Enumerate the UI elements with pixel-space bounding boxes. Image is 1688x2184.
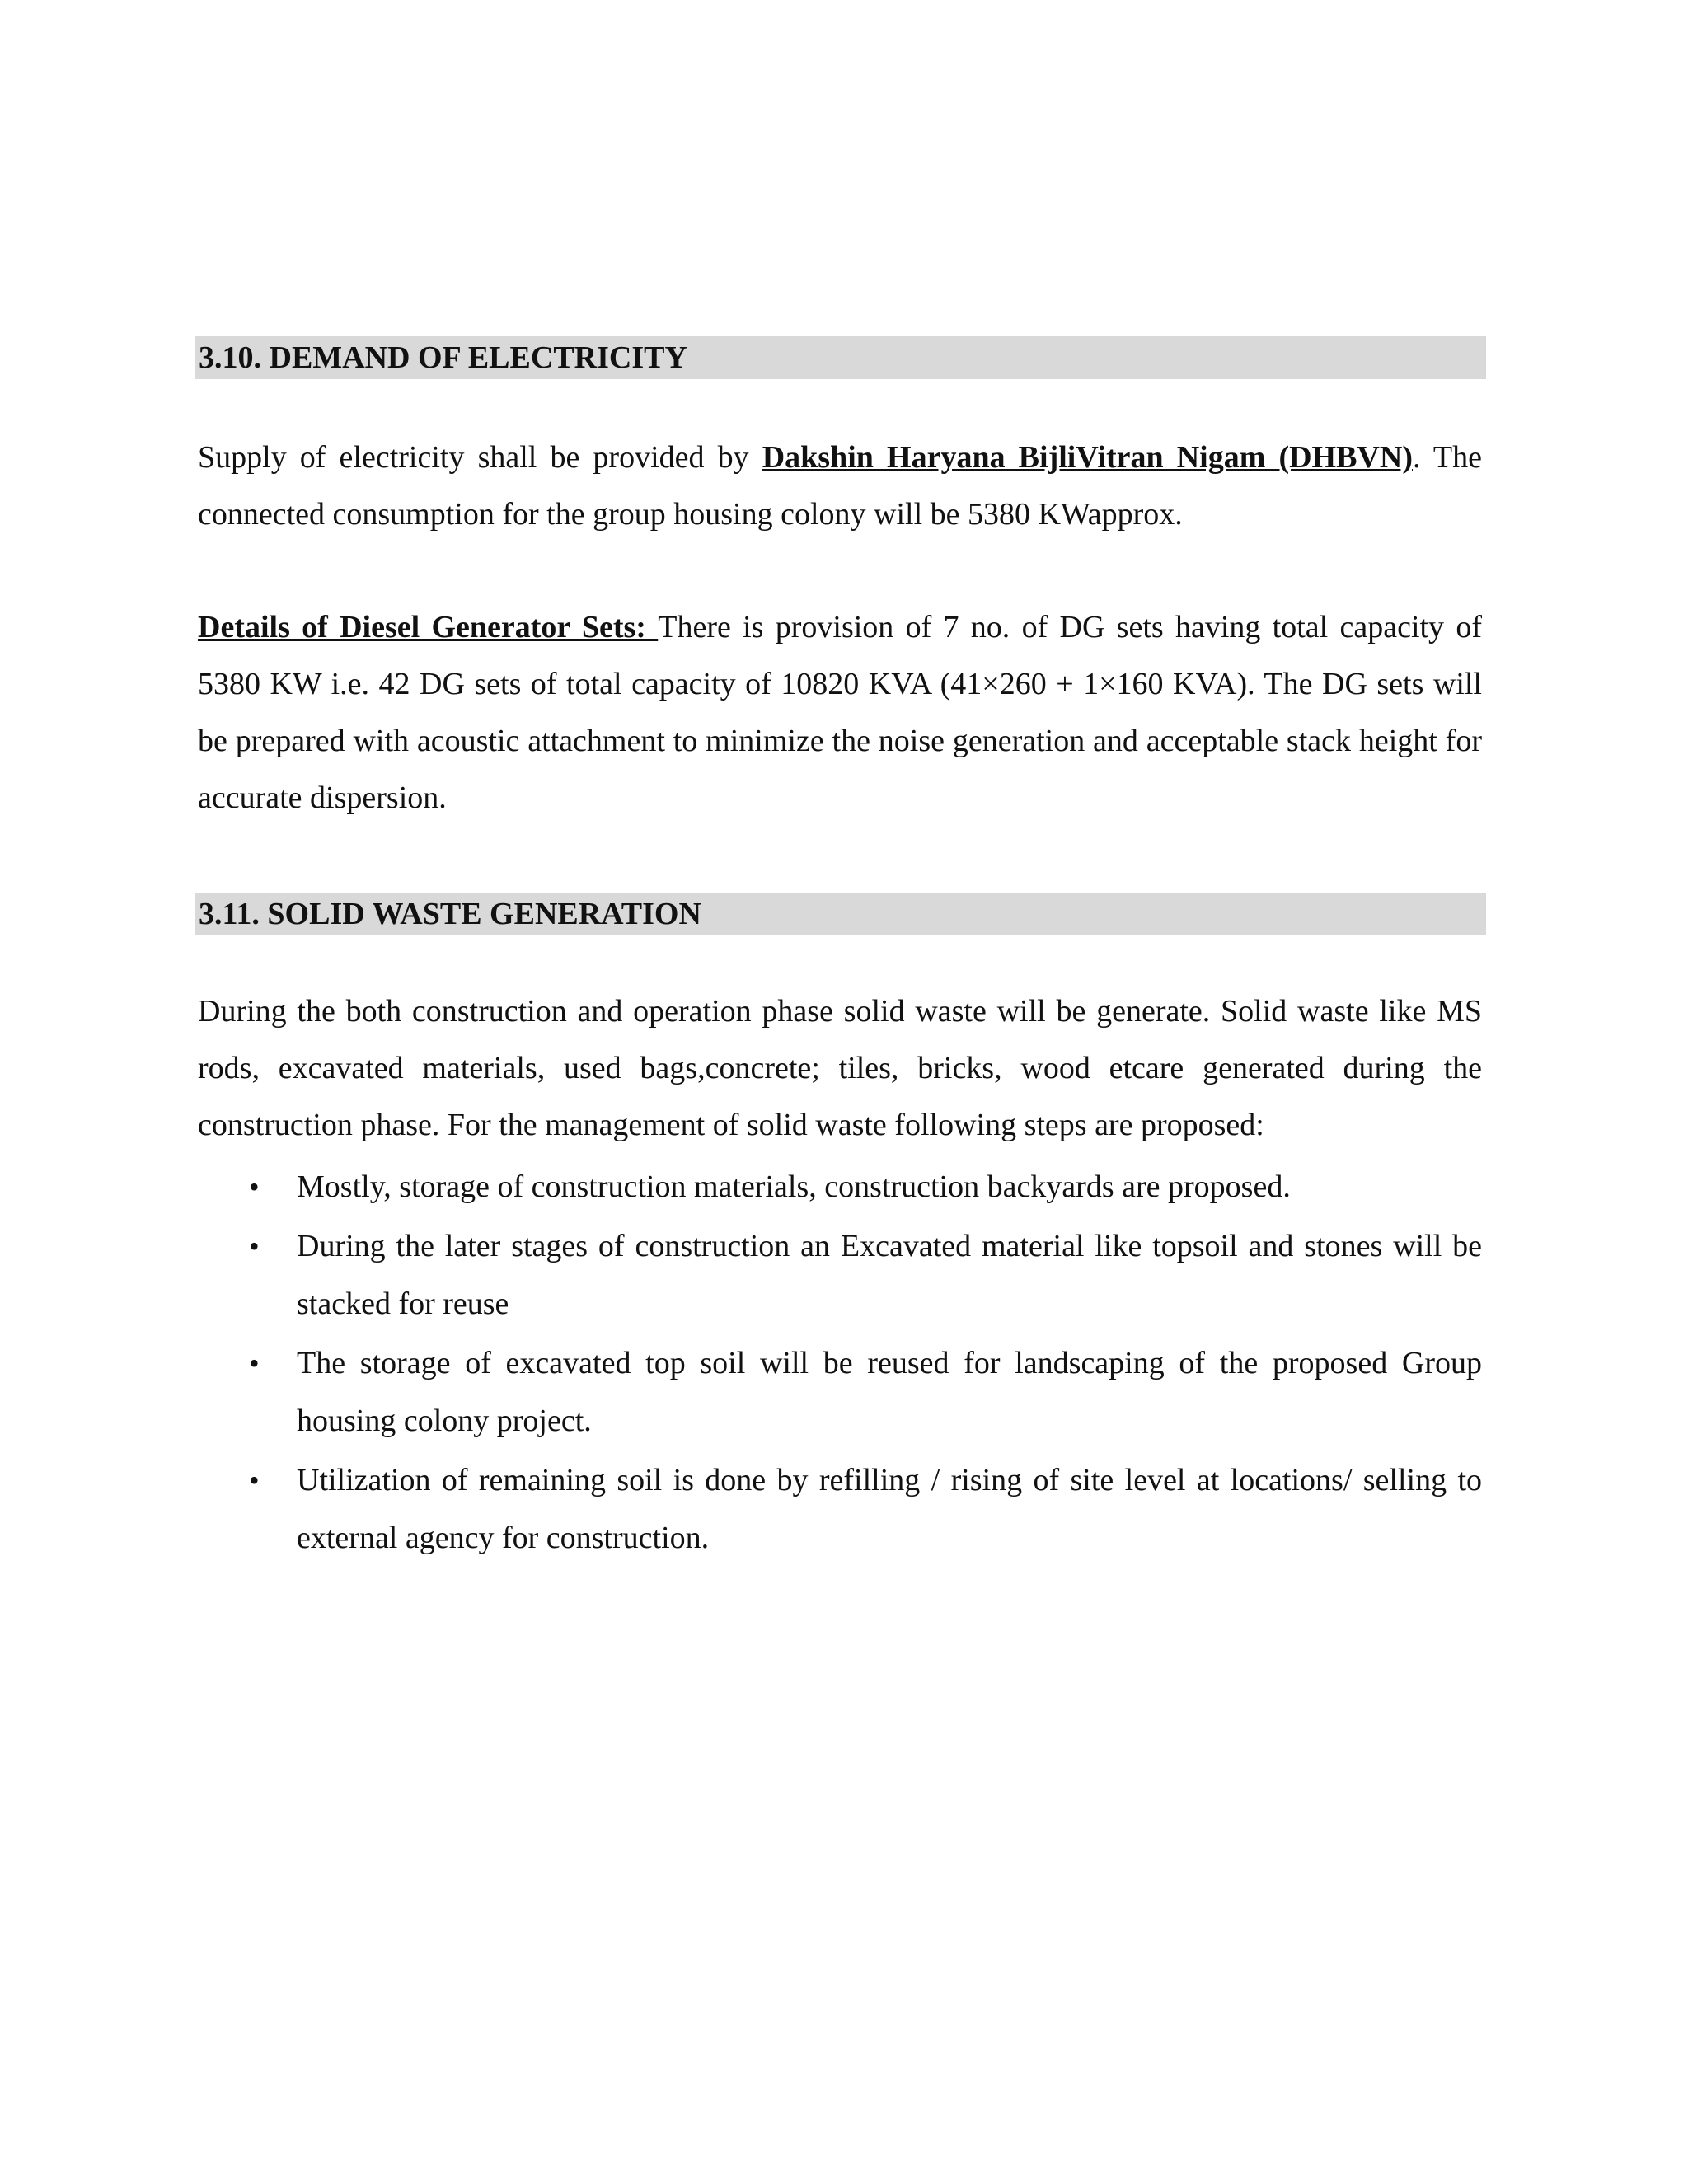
list-item-text: Utilization of remaining soil is done by refilling / rising of site level at locations/ selling to external agency for construction. bbox=[297, 1463, 1482, 1555]
section-heading-bar-electricity bbox=[195, 336, 1486, 379]
paragraph-text: There is provision of 7 no. of DG sets having total capacity of 5380 KW i.e. 42 DG sets of total capacity of 10820 KVA (41×260 + 1×160 KVA). The DG sets will be prepared with acoustic attachment to minimize the noise generation and acceptable stack height for accurate dispersion. bbox=[198, 610, 1482, 815]
bullet-icon: • bbox=[249, 1347, 260, 1380]
supplier-name: Dakshin Haryana BijliVitran Nigam (DHBVN) bbox=[762, 440, 1413, 475]
paragraph-electricity-supply bbox=[198, 429, 1482, 543]
list-item bbox=[198, 1334, 1482, 1450]
paragraph-text: Supply of electricity shall be provided by bbox=[198, 440, 762, 475]
list-item bbox=[198, 1451, 1482, 1567]
paragraph-text: . The connected consumption for the group housing colony will be 5380 KWapprox. bbox=[198, 440, 1482, 532]
list-item-text: Mostly, storage of construction materials, construction backyards are proposed. bbox=[297, 1169, 1291, 1204]
section-heading-electricity: 3.10. DEMAND OF ELECTRICITY bbox=[199, 340, 687, 375]
paragraph-solid-waste-intro: During the both construction and operation phase solid waste will be generate. Solid waste like MS rods, excavated materials, used bags,concrete; tiles, bricks, wood etcare generated during the construction phase. For the management of solid waste following steps are proposed: bbox=[198, 994, 1482, 1142]
list-item-text: The storage of excavated top soil will be reused for landscaping of the proposed Group housing colony project. bbox=[297, 1346, 1482, 1438]
bullet-icon: • bbox=[249, 1464, 260, 1497]
list-item bbox=[198, 1158, 1482, 1216]
list-item bbox=[198, 1217, 1482, 1333]
section-heading-bar-solid-waste bbox=[195, 893, 1486, 935]
list-item-text: During the later stages of construction an Excavated material like topsoil and stones will be stacked for reuse bbox=[297, 1229, 1482, 1321]
bullet-icon: • bbox=[249, 1170, 260, 1203]
bullet-icon: • bbox=[249, 1230, 260, 1263]
paragraph-dg-sets bbox=[198, 599, 1482, 827]
solid-waste-steps-list bbox=[198, 1158, 1482, 1568]
dg-sets-label: Details of Diesel Generator Sets: bbox=[198, 610, 659, 644]
section-heading-solid-waste: 3.11. SOLID WASTE GENERATION bbox=[199, 897, 701, 931]
